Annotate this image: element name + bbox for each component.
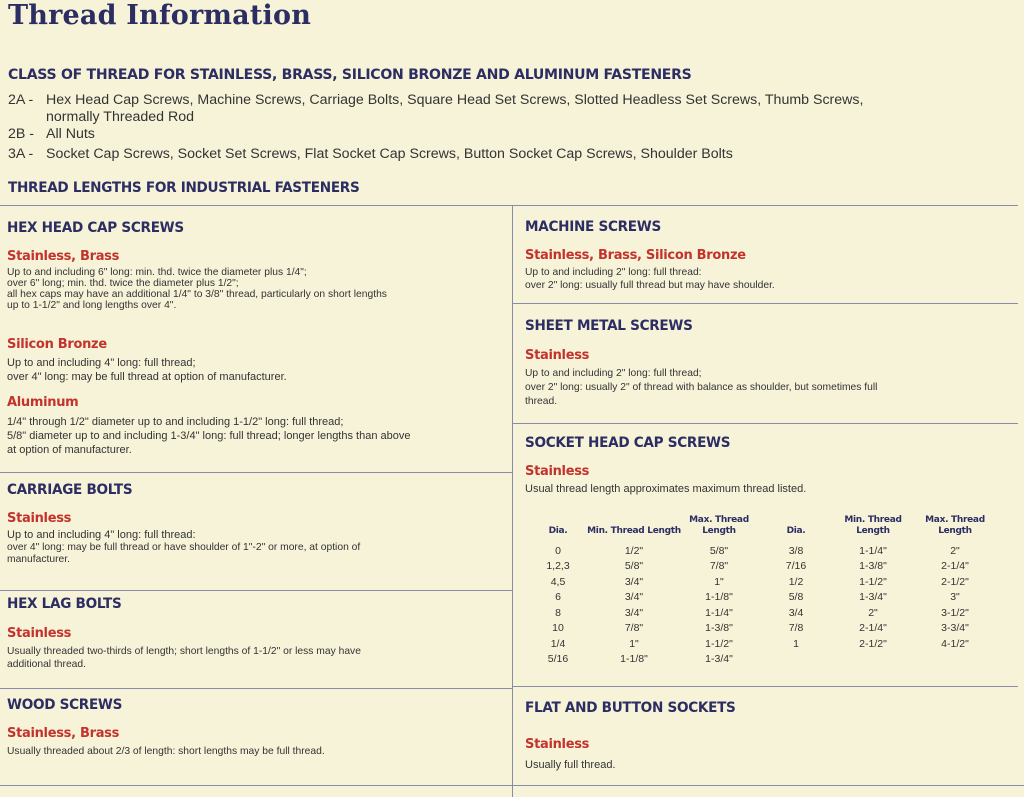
table-cell: 1-1/8": [620, 653, 648, 666]
sheet-metal-heading: SHEET METAL SCREWS: [525, 318, 693, 334]
wood-heading: WOOD SCREWS: [7, 697, 123, 713]
hex-lag-heading: HEX LAG BOLTS: [7, 596, 122, 612]
page-title: Thread Information: [8, 0, 312, 31]
text-line: Usually full thread.: [525, 759, 616, 771]
hex-head-stainless-label: Stainless, Brass: [7, 249, 120, 264]
table-cell: 0: [555, 544, 561, 557]
table-row: [530, 605, 1000, 621]
table-cell: 1/2": [624, 544, 644, 557]
class-row-3a: [8, 146, 733, 162]
rule-right-2: [512, 423, 1018, 424]
hex-head-silicon-label: Silicon Bronze: [7, 337, 107, 352]
table-cell: 1-1/2": [705, 637, 733, 650]
thread-lengths-heading: THREAD LENGTHS FOR INDUSTRIAL FASTENERS: [8, 180, 360, 196]
class-code: 2A -: [8, 92, 34, 108]
hex-head-aluminum-text: [7, 415, 507, 457]
text-line: at option of manufacturer.: [7, 444, 132, 456]
column-header: Dia.: [548, 526, 568, 536]
table-row: [530, 559, 1000, 575]
text-line: over 4" long: may be full thread or have shoulder of 1"-2" or more, at option of: [7, 541, 361, 553]
table-cell: 5/8: [788, 591, 804, 604]
text-line: 5/8" diameter up to and including 1-3/4" long: full thread; longer lengths than above: [7, 430, 411, 442]
table-cell: 1-1/8": [705, 591, 733, 604]
table-cell: 1-1/4": [859, 544, 887, 557]
table-cell: 2-1/4": [941, 560, 969, 573]
table-cell: 3": [950, 591, 960, 604]
table-cell: 1/2: [788, 575, 804, 588]
table-cell: 3-1/2": [941, 606, 969, 619]
column-header: Max. Thread Length: [689, 515, 749, 536]
column-header: Min. Thread Length: [587, 526, 681, 536]
text-line: Usually threaded two-thirds of length; short lengths of 1-1/2" or less may have: [7, 646, 361, 657]
hex-lag-stainless-label: Stainless: [7, 626, 72, 641]
table-row: [530, 590, 1000, 606]
text-line: Up to and including 2" long: full thread;: [525, 368, 702, 379]
table-header-row: [530, 505, 1000, 537]
class-code: 2B -: [8, 126, 35, 142]
table-cell: 10: [552, 622, 564, 635]
table-row: [530, 574, 1000, 590]
table-cell: [756, 652, 836, 668]
hex-head-heading: HEX HEAD CAP SCREWS: [7, 220, 184, 236]
text-line: Up to and including 6" long: min. thd. twice the diameter plus 1/4";: [7, 267, 307, 278]
table-cell: 1,2,3: [546, 560, 570, 573]
text-line: over 2" long: usually 2" of thread with balance as shoulder, but sometimes full: [525, 382, 878, 393]
table-cell: 2": [868, 606, 878, 619]
rule-left-3: [0, 688, 512, 689]
rule-left-1: [0, 472, 512, 473]
machine-heading: MACHINE SCREWS: [525, 219, 661, 235]
socket-thread-table: [530, 505, 1000, 667]
table-cell: 1-3/8": [859, 560, 887, 573]
table-cell: [910, 652, 1000, 668]
class-text: Hex Head Cap Screws, Machine Screws, Carriage Bolts, Square Head Set Screws, Slotted Headless Set Screws, Thumb Screws,: [46, 92, 864, 108]
table-cell: 4-1/2": [941, 637, 969, 650]
sheet-metal-text: [525, 367, 1015, 409]
class-text-cont: normally Threaded Rod: [46, 109, 194, 125]
table-cell: 3/4: [788, 606, 804, 619]
socket-head-note: Usual thread length approximates maximum thread listed.: [525, 483, 807, 495]
text-line: thread.: [525, 396, 558, 407]
text-line: additional thread.: [7, 659, 87, 670]
wood-text: [7, 746, 507, 757]
table-cell: 2-1/4": [859, 622, 887, 635]
table-cell: 6: [555, 591, 561, 604]
table-cell: 7/16: [785, 560, 807, 573]
carriage-stainless-label: Stainless: [7, 511, 72, 526]
rule-right-3: [512, 686, 1018, 687]
class-row-2a: [8, 92, 863, 108]
table-row: [530, 543, 1000, 559]
socket-head-label: Stainless: [525, 464, 590, 479]
table-row: [530, 621, 1000, 637]
table-cell: 3/4": [624, 606, 644, 619]
table-cell: 5/8": [624, 560, 644, 573]
column-header: Min. Thread Length: [844, 515, 902, 536]
table-row: [530, 652, 1000, 668]
table-cell: 1-3/4": [859, 591, 887, 604]
rule-left-2: [0, 590, 512, 591]
class-row-2b: [8, 126, 95, 142]
table-cell: 3/4": [624, 575, 644, 588]
rule-bottom: [0, 785, 1024, 786]
table-cell: 1-1/2": [859, 575, 887, 588]
rule-right-1: [512, 303, 1018, 304]
flat-button-label: Stainless: [525, 737, 590, 752]
text-line: all hex caps may have an additional 1/4" to 3/8" thread, particularly on short lengths: [7, 289, 387, 300]
flat-button-heading: FLAT AND BUTTON SOCKETS: [525, 700, 736, 716]
column-header: Max. Thread Length: [925, 515, 985, 536]
sheet-metal-label: Stainless: [525, 348, 590, 363]
text-line: Up to and including 2" long: full thread:: [525, 267, 702, 278]
machine-label: Stainless, Brass, Silicon Bronze: [525, 248, 746, 263]
text-line: up to 1-1/2" and long lengths over 4".: [7, 300, 177, 311]
rule-center: [512, 205, 513, 797]
table-cell: 1": [629, 637, 639, 650]
table-cell: 1: [793, 637, 799, 650]
text-line: 1/4" through 1/2" diameter up to and including 1-1/2" long: full thread;: [7, 416, 344, 428]
table-cell: 5/8": [709, 544, 729, 557]
text-line: over 2" long: usually full thread but may have shoulder.: [525, 280, 775, 291]
hex-head-silicon-text: [7, 356, 507, 384]
class-code: 3A -: [8, 146, 34, 162]
machine-text: [525, 266, 1015, 292]
hex-head-stainless-text: [7, 267, 507, 311]
text-line: Up to and including 4" long: full thread:: [7, 529, 196, 541]
class-text: Socket Cap Screws, Socket Set Screws, Flat Socket Cap Screws, Button Socket Cap Screws, Shoulder Bolts: [46, 146, 733, 162]
table-cell: 7/8": [709, 560, 729, 573]
table-row: [530, 636, 1000, 652]
text-line: over 4" long: may be full thread at option of manufacturer.: [7, 371, 287, 383]
table-cell: 3/4": [624, 591, 644, 604]
table-cell: 4,5: [550, 575, 566, 588]
table-cell: 5/16: [547, 653, 569, 666]
class-of-thread-heading: CLASS OF THREAD FOR STAINLESS, BRASS, SILICON BRONZE AND ALUMINUM FASTENERS: [8, 67, 692, 83]
text-line: Usually threaded about 2/3 of length: short lengths may be full thread.: [7, 746, 325, 757]
carriage-heading: CARRIAGE BOLTS: [7, 482, 133, 498]
rule-top: [0, 205, 1018, 206]
hex-lag-text: [7, 645, 507, 671]
class-text: All Nuts: [46, 126, 95, 142]
text-line: over 6" long; min. thd. twice the diameter plus 1/2";: [7, 278, 239, 289]
table-cell: [836, 652, 910, 668]
table-cell: 7/8": [624, 622, 644, 635]
table-cell: 3/8: [788, 544, 804, 557]
text-line: manufacturer.: [7, 554, 70, 565]
table-cell: 2": [950, 544, 960, 557]
flat-button-text: [525, 760, 1015, 771]
carriage-text: [7, 529, 507, 567]
column-header: Dia.: [786, 526, 806, 536]
table-cell: 1-1/4": [705, 606, 733, 619]
text-line: Up to and including 4" long: full thread;: [7, 357, 196, 369]
table-cell: 1-3/4": [705, 653, 733, 666]
table-cell: 1": [714, 575, 724, 588]
table-cell: 1-3/8": [705, 622, 733, 635]
table-cell: 2-1/2": [941, 575, 969, 588]
socket-head-heading: SOCKET HEAD CAP SCREWS: [525, 435, 731, 451]
hex-head-aluminum-label: Aluminum: [7, 395, 79, 410]
wood-label: Stainless, Brass: [7, 726, 120, 741]
table-cell: 8: [555, 606, 561, 619]
table-cell: 1/4: [550, 637, 566, 650]
table-cell: 3-3/4": [941, 622, 969, 635]
table-cell: 2-1/2": [859, 637, 887, 650]
table-cell: 7/8: [788, 622, 804, 635]
